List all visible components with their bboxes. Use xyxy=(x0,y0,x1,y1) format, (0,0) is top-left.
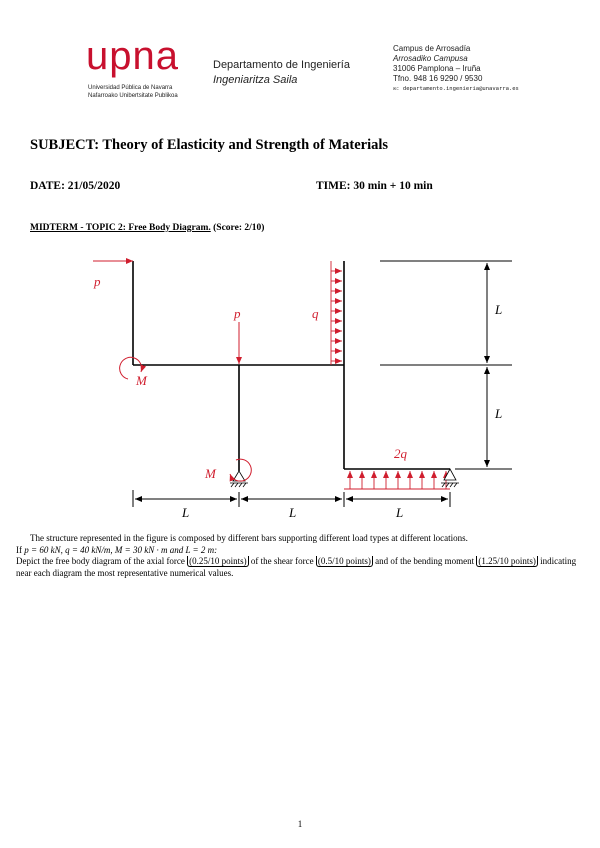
label-2q: 2q xyxy=(394,446,407,461)
logo-subtitle-2: Nafarroako Unibertsitate Publikoa xyxy=(88,93,178,99)
points-moment: (1.25/10 points) xyxy=(478,556,536,566)
label-p-mid: p xyxy=(234,306,241,321)
distributed-load-q xyxy=(331,261,342,365)
logo-subtitle-1: Universidad Pública de Navarra xyxy=(88,85,173,91)
statement-values: p = 60 kN, q = 40 kN/m, M = 30 kN · m and L = 2 m: xyxy=(24,544,218,555)
campus-line-4: Tfno. 948 16 9290 / 9530 xyxy=(393,74,483,83)
page-number: 1 xyxy=(297,819,303,829)
campus-line-3: 31006 Pamplona – Iruña xyxy=(393,64,481,73)
dimension-right xyxy=(380,261,512,469)
label-l-right-top: L xyxy=(495,302,503,317)
exam-time: TIME: 30 min + 10 min xyxy=(316,180,433,192)
label-l-dim-2: L xyxy=(289,505,297,520)
points-axial: (0.25/10 points) xyxy=(189,556,247,566)
statement-p3-d: indicating near each diagram the most representative numerical values. xyxy=(16,556,577,578)
statement-p1: The structure represented in the figure is composed by different bars supporting different load types at different locations. xyxy=(30,533,468,543)
pinned-support xyxy=(230,471,248,487)
label-q: q xyxy=(312,306,319,321)
distributed-load-2q xyxy=(344,471,450,489)
department-name-eu: Ingeniaritza Saila xyxy=(213,74,298,86)
midterm-score: (Score: 2/10) xyxy=(213,223,265,233)
exam-date: DATE: 21/05/2020 xyxy=(30,180,121,192)
label-l-right-bottom: L xyxy=(495,406,503,421)
upna-logo: upna xyxy=(86,34,179,78)
statement-p2 xyxy=(16,545,588,557)
label-m-left: M xyxy=(136,373,147,388)
label-l-dim-1: L xyxy=(182,505,190,520)
label-p-top: p xyxy=(94,274,101,289)
department-name: Departamento de Ingeniería xyxy=(213,59,350,71)
statement-p3-c: and of the bending moment xyxy=(372,556,477,566)
label-m-support: M xyxy=(205,466,216,481)
campus-line-1: Campus de Arrosadía xyxy=(393,44,471,53)
statement-p3-a: Depict the free body diagram of the axial force xyxy=(16,556,188,566)
statement-p2-prefix: If xyxy=(16,544,25,555)
roller-support xyxy=(441,469,459,487)
subject-title: SUBJECT: Theory of Elasticity and Strength of Materials xyxy=(30,137,389,153)
points-shear: (0.5/10 points) xyxy=(317,556,371,566)
problem-statement xyxy=(16,533,588,579)
campus-email[interactable]: ✉: departamento.ingenieria@unavarra.es xyxy=(393,86,519,92)
campus-line-2: Arrosadiko Campusa xyxy=(393,54,468,63)
structure-bars xyxy=(133,261,450,471)
midterm-title: MIDTERM - TOPIC 2: Free Body Diagram. xyxy=(30,223,211,233)
statement-p3 xyxy=(16,556,588,579)
statement-p3-b: of the shear force xyxy=(248,556,316,566)
label-l-dim-3: L xyxy=(396,505,404,520)
